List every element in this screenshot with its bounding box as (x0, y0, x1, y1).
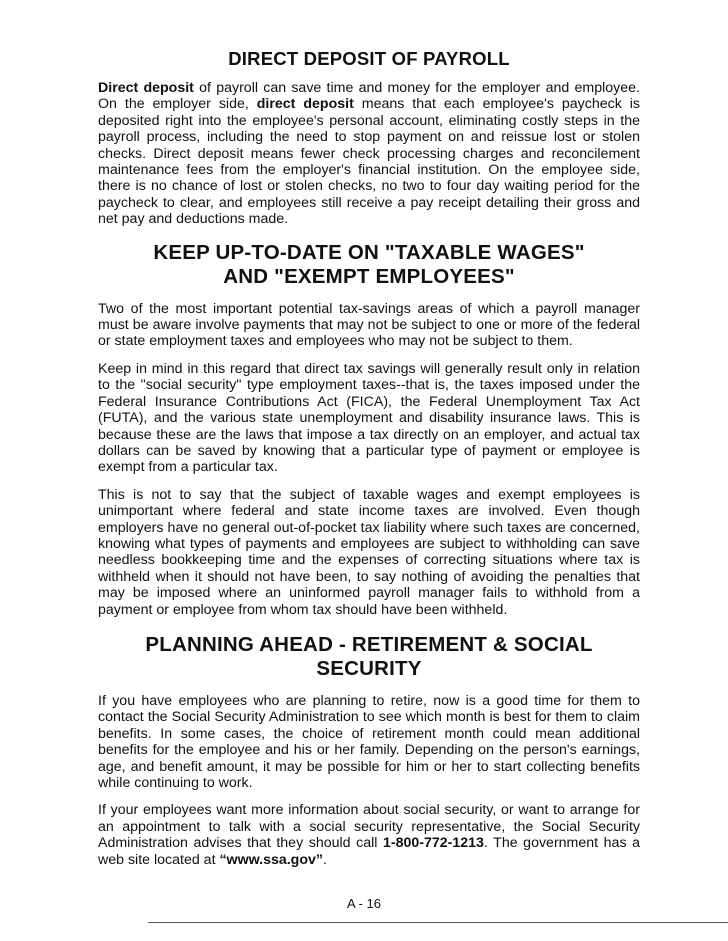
text-span: of payroll can save time and money for the employer and employee. On the employer side, (98, 80, 640, 113)
website-url: “www.ssa.gov” (219, 851, 323, 868)
bold-direct-deposit-2: direct deposit (256, 96, 354, 113)
heading-direct-deposit: DIRECT DEPOSIT OF PAYROLL (228, 48, 510, 69)
paragraph-planning-2 (98, 802, 640, 868)
paragraph-planning-1: If you have employees who are planning to retire, now is a good time for them to contact the Social Security Administration to see which month is best for them to claim benefits. In some cases, the choice of retirement month could mean additional benefits for the employee and his or her family. Depending on the person's earnings, age, and benefit amount, it may be possible for him or her to start collecting benefits while continuing to work. (98, 692, 640, 791)
heading-planning-ahead: PLANNING AHEAD - RETIREMENT & SOCIAL SECURITY (145, 632, 593, 680)
paragraph-direct-deposit (98, 80, 640, 228)
text-span: . (323, 851, 327, 868)
document-page (98, 48, 640, 868)
paragraph-taxable-3: This is not to say that the subject of taxable wages and exempt employees is unimportant where federal and state income taxes are involved. Even though employers have no general out-of-pocket tax liability where such taxes are concerned, knowing what types of payments and employees are subject to withholding can save needless bookkeeping time and the expenses of correcting situations where tax is withheld when it should not have been, to say nothing of avoiding the penalties that may be imposed where an uninformed payroll manager fails to withhold from a payment or employee from whom tax should have been withheld. (98, 486, 640, 618)
heading-taxable-wages (98, 241, 640, 289)
text-span: means that each employee's paycheck is deposited right into the employee's personal account, eliminating costly steps in the payroll process, including the need to stop payment on and reissue lost or stolen checks. Direct deposit means fewer check processing charges and reconcilement maintenance fees from the employer's financial institution. On the employee side, there is no chance of lost or stolen checks, no two to four day waiting period for the paycheck to clear, and employees still receive a pay receipt detailing their gross and net pay and deductions made. (98, 96, 640, 228)
bold-direct-deposit: Direct deposit (98, 80, 194, 96)
footer-divider (148, 922, 728, 923)
paragraph-taxable-1: Two of the most important potential tax-savings areas of which a payroll manager must be aware involve payments that may not be subject to one or more of the federal or state employment taxes and employees who may not be subject to them. (98, 300, 640, 350)
phone-number: 1-800-772-1213 (382, 835, 484, 852)
page-number: A - 16 (347, 896, 381, 911)
heading-taxable-wages-line1: KEEP UP-TO-DATE ON "TAXABLE WAGES" (153, 240, 585, 264)
text-span: If your employees want more information about social security, or want to arrange for an appointment to talk with a social security representative, the Social Security Administration advises that they should call (98, 802, 640, 852)
text-span: . The government has a web site located at (98, 835, 640, 868)
heading-taxable-wages-line2: AND "EXEMPT EMPLOYEES" (223, 264, 515, 288)
paragraph-taxable-2: Keep in mind in this regard that direct tax savings will generally result only in relation to the "social security" type employment taxes--that is, the taxes imposed under the Federal Insurance Contributions Act (FICA), the Federal Unemployment Tax Act (FUTA), and the various state unemployment and disability insurance laws. This is because these are the laws that impose a tax directly on an employer, and actual tax dollars can be saved by knowing that a particular type of payment or employee is exempt from a particular tax. (98, 360, 640, 476)
